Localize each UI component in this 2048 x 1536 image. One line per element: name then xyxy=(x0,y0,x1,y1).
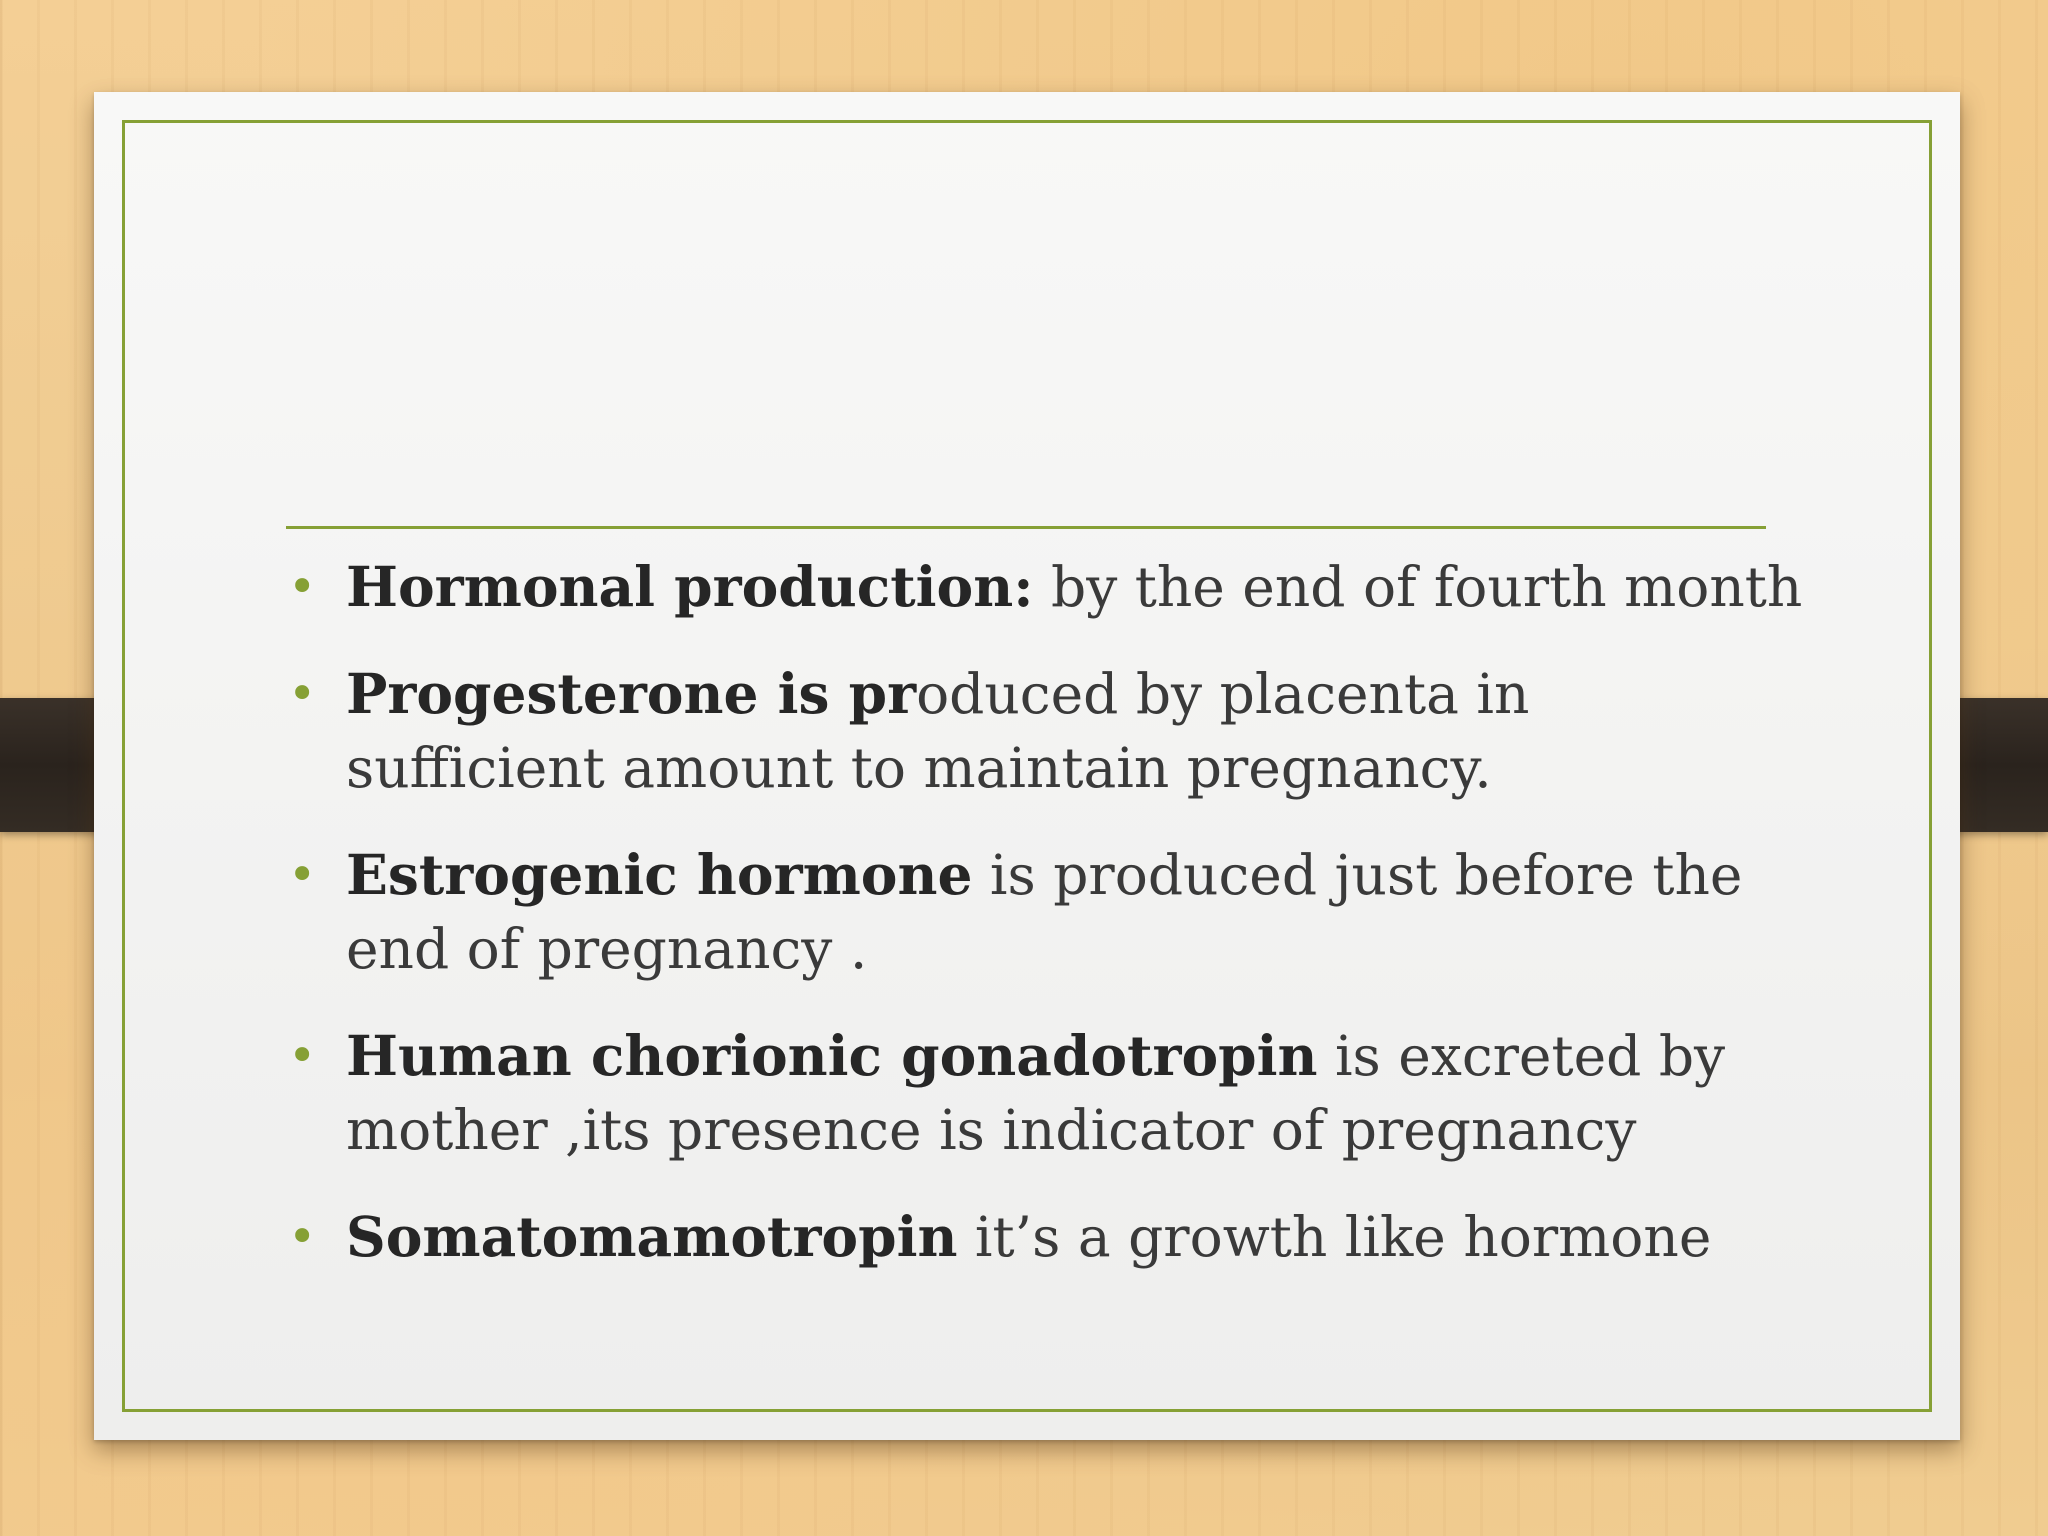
bullet-text: by the end of fourth month xyxy=(1033,555,1803,619)
bullet-text: oduced by placenta in sufficient amount to maintain pregnancy. xyxy=(346,662,1530,800)
slide-card xyxy=(94,92,1960,1440)
bullet-text: it’s a growth like hormone xyxy=(957,1205,1712,1269)
bullet-dot-icon: • xyxy=(288,666,317,722)
bullet-text: is excreted by mother ,its presence is indicator of pregnancy xyxy=(346,1024,1726,1162)
bullet-item-hormonal-production xyxy=(284,550,1804,624)
bullet-bold-text: Human chorionic gonadotropin xyxy=(346,1023,1318,1088)
bullet-bold-text: Progesterone is pr xyxy=(346,661,917,726)
bullet-bold-text: Hormonal production: xyxy=(346,554,1034,619)
bullet-bold-text: Somatomamotropin xyxy=(346,1204,958,1269)
bullet-bold-text: Estrogenic hormone xyxy=(346,842,973,907)
bullet-text: is produced just before the end of pregnancy . xyxy=(346,843,1743,981)
bullet-item-hcg xyxy=(284,1019,1804,1167)
bullet-dot-icon: • xyxy=(288,559,317,615)
bullet-item-progesterone xyxy=(284,657,1804,805)
bullet-item-estrogenic-hormone xyxy=(284,838,1804,986)
title-divider-line xyxy=(286,526,1766,529)
bullet-item-somatomamotropin xyxy=(284,1200,1804,1274)
bullet-dot-icon: • xyxy=(288,847,317,903)
bullet-dot-icon: • xyxy=(288,1028,317,1084)
bullet-dot-icon: • xyxy=(288,1209,317,1265)
bullet-list xyxy=(284,550,1804,1307)
